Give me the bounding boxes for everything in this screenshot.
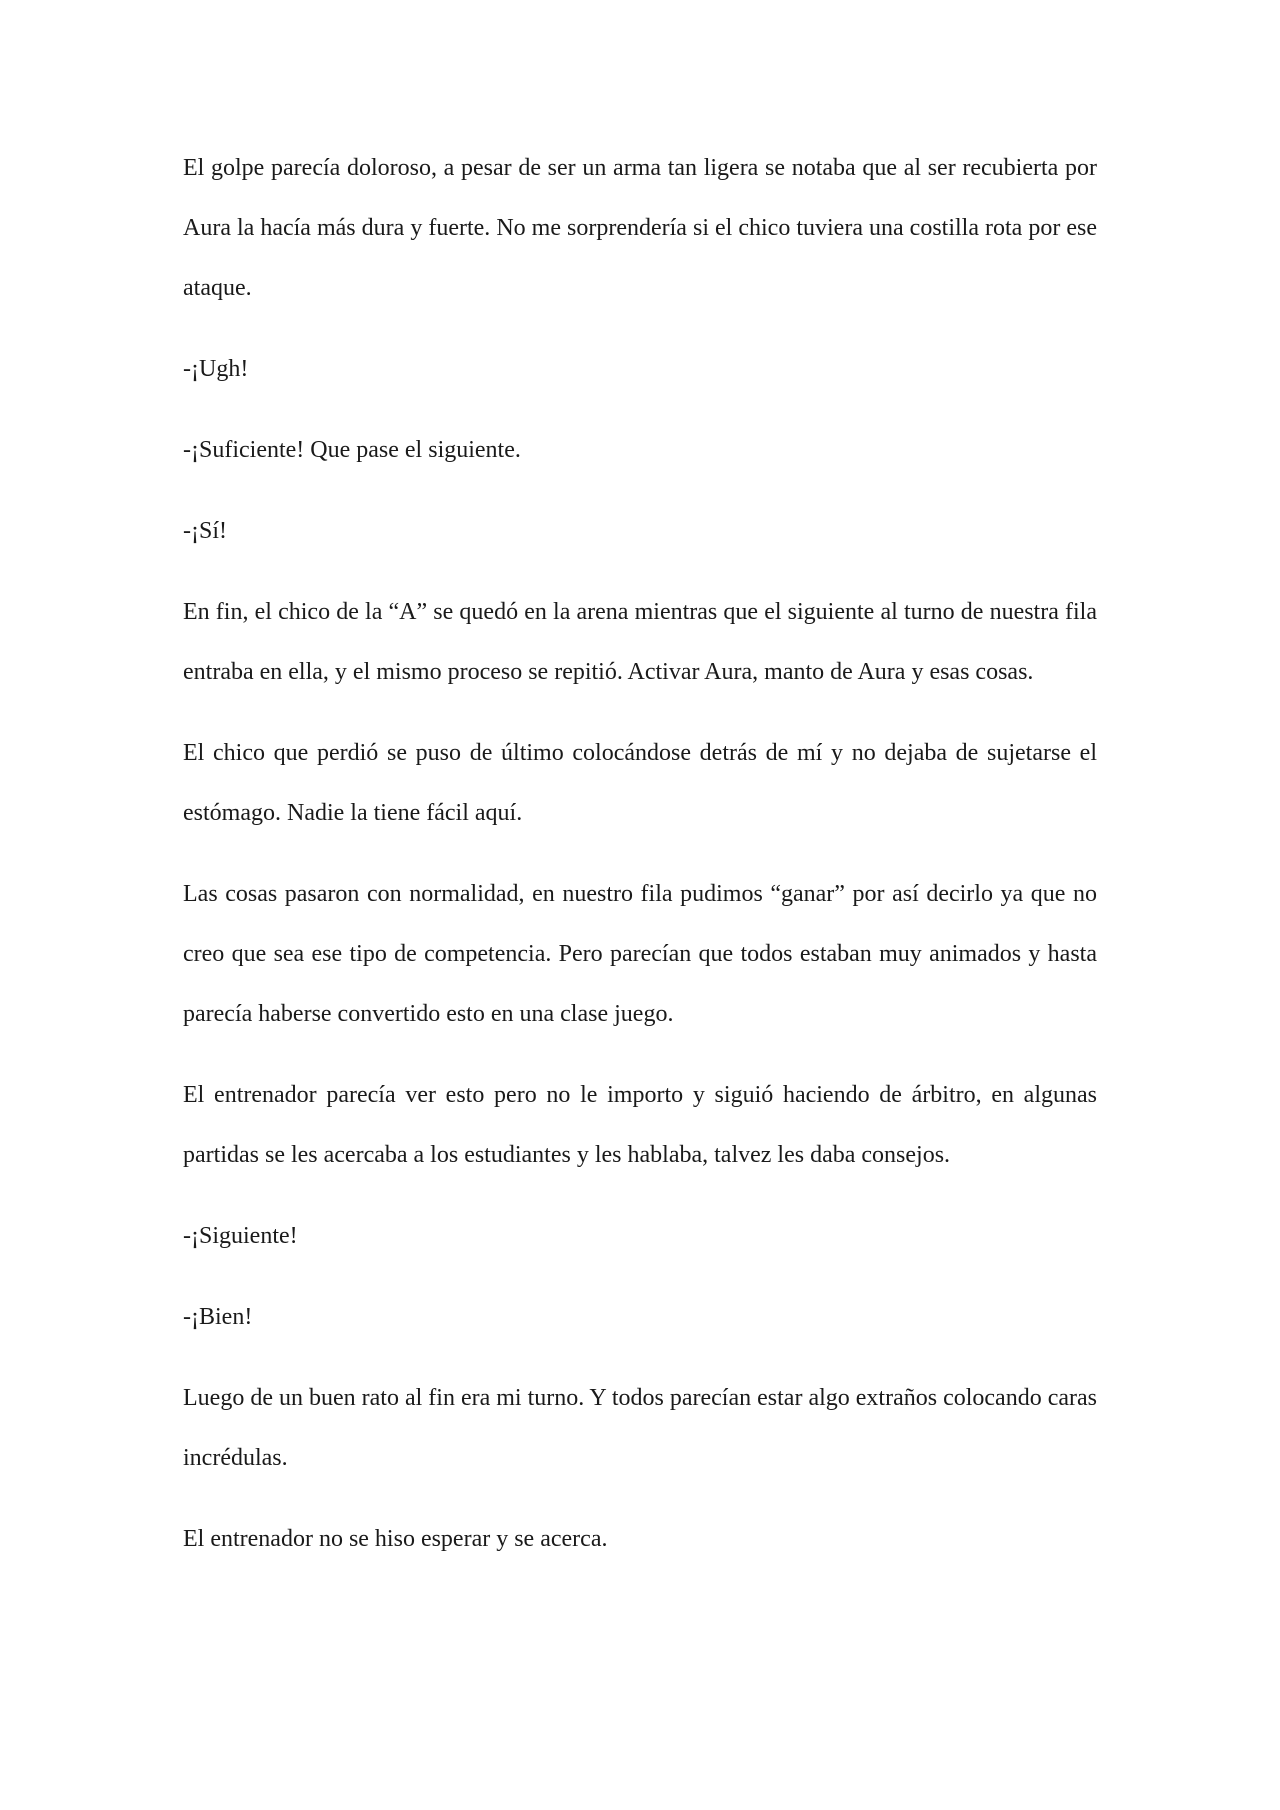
paragraph: El entrenador parecía ver esto pero no le importo y siguió haciendo de árbitro, en algunas partidas se les acercaba a los estudiantes y les hablaba, talvez les daba consejos. xyxy=(183,1082,1097,1168)
paragraph: El entrenador no se hiso esperar y se acerca. xyxy=(183,1526,608,1552)
dialogue-line: -¡Suficiente! Que pase el siguiente. xyxy=(183,437,521,463)
dialogue-line: -¡Bien! xyxy=(183,1304,253,1330)
paragraph: El chico que perdió se puso de último colocándose detrás de mí y no dejaba de sujetarse el estómago. Nadie la tiene fácil aquí. xyxy=(183,740,1097,826)
dialogue-line: -¡Sí! xyxy=(183,518,227,544)
paragraph: Las cosas pasaron con normalidad, en nuestro fila pudimos “ganar” por así decirlo ya que no creo que sea ese tipo de competencia. Pero parecían que todos estaban muy animados y hasta parecía haberse convertido esto en una clase juego. xyxy=(183,881,1097,1027)
paragraph: El golpe parecía doloroso, a pesar de ser un arma tan ligera se notaba que al ser recubierta por Aura la hacía más dura y fuerte. No me sorprendería si el chico tuviera una costilla rota por ese ataque. xyxy=(183,155,1097,301)
paragraph: En fin, el chico de la “A” se quedó en la arena mientras que el siguiente al turno de nuestra fila entraba en ella, y el mismo proceso se repitió. Activar Aura, manto de Aura y esas cosas. xyxy=(183,599,1097,685)
document-page xyxy=(183,138,1097,1590)
dialogue-line: -¡Ugh! xyxy=(183,356,249,382)
dialogue-line: -¡Siguiente! xyxy=(183,1223,298,1249)
paragraph: Luego de un buen rato al fin era mi turno. Y todos parecían estar algo extraños colocando caras incrédulas. xyxy=(183,1385,1097,1471)
